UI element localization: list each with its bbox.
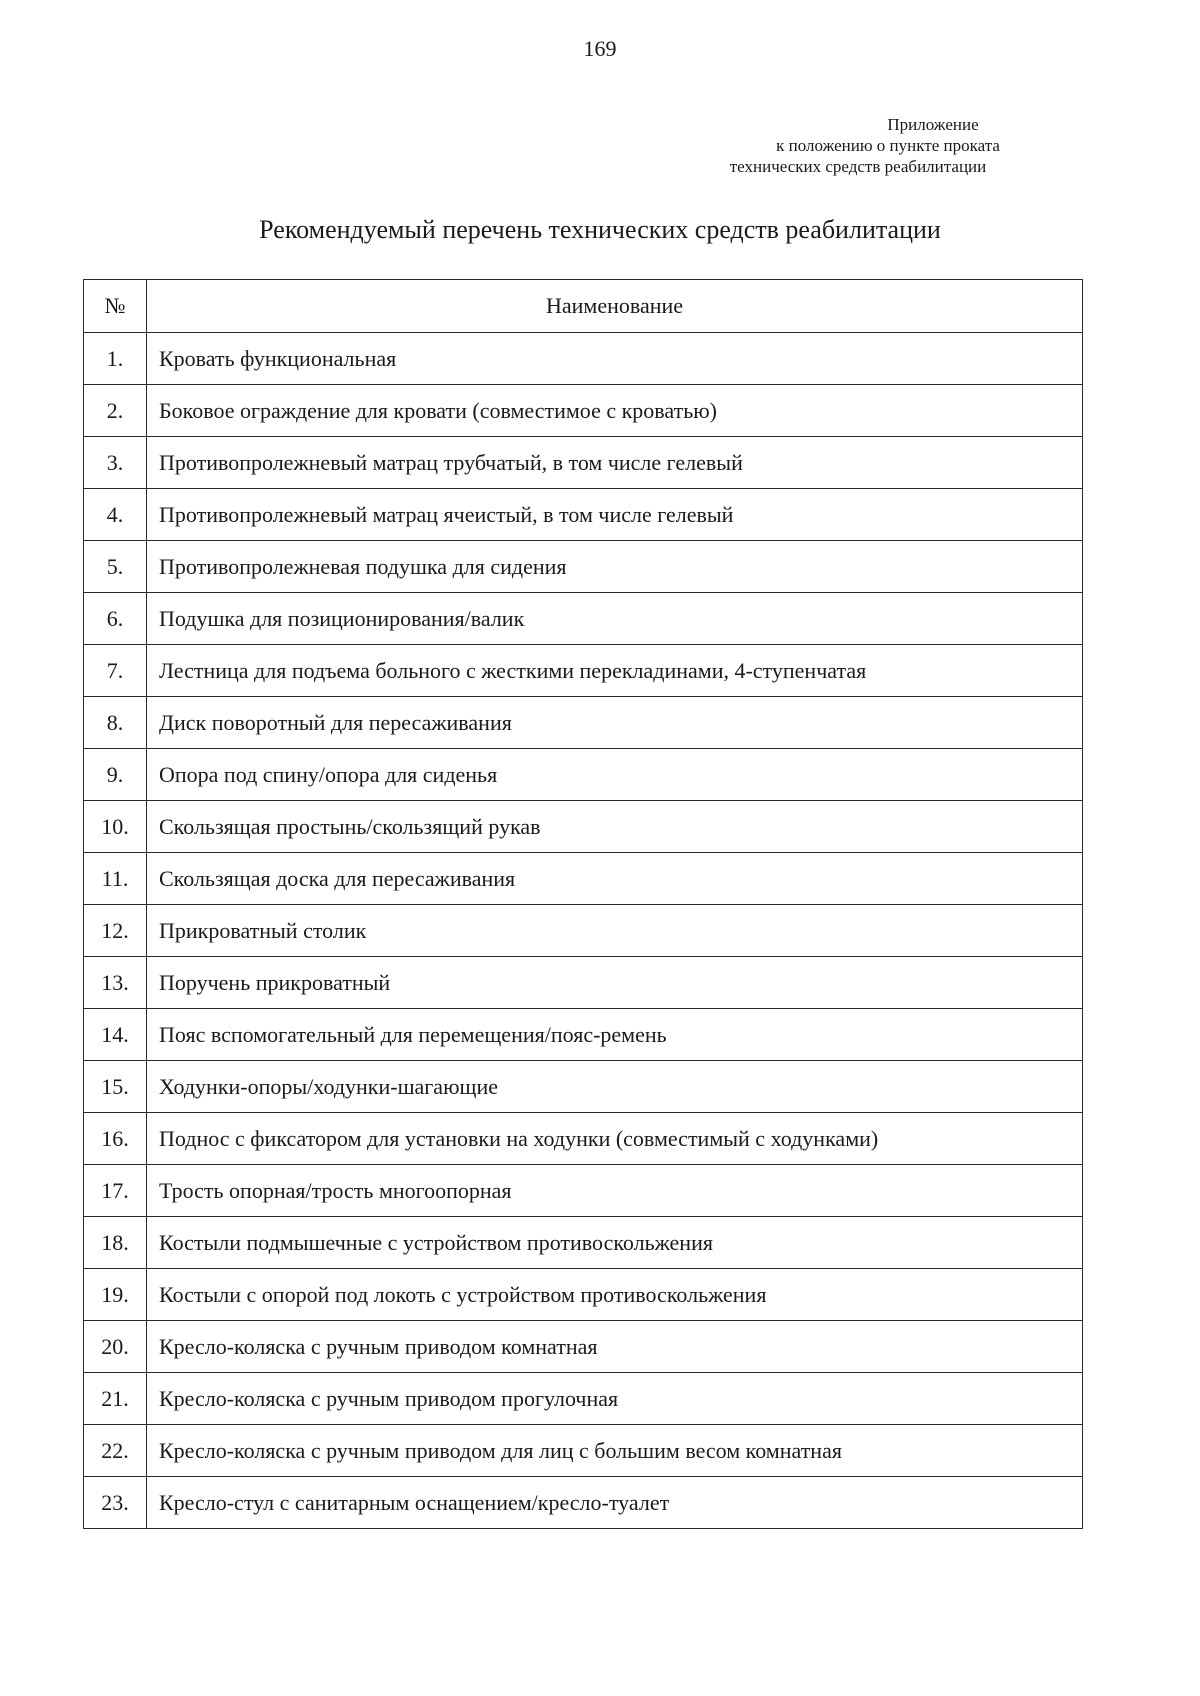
table-row — [84, 1061, 1083, 1113]
row-number: 21. — [84, 1373, 147, 1425]
table-row — [84, 333, 1083, 385]
row-name: Прикроватный столик — [147, 905, 1083, 957]
row-name: Скользящая простынь/скользящий рукав — [147, 801, 1083, 853]
table-row — [84, 801, 1083, 853]
items-table — [83, 279, 1083, 1529]
row-name: Кровать функциональная — [147, 333, 1083, 385]
appendix-line-2: к положению о пункте проката — [776, 136, 1000, 155]
row-name: Опора под спину/опора для сиденья — [147, 749, 1083, 801]
row-name: Диск поворотный для пересаживания — [147, 697, 1083, 749]
table-header-row — [84, 280, 1083, 333]
appendix-note — [648, 114, 1068, 177]
row-number: 5. — [84, 541, 147, 593]
row-name: Поднос с фиксатором для установки на ходунки (совместимый с ходунками) — [147, 1113, 1083, 1165]
row-number: 14. — [84, 1009, 147, 1061]
row-name: Кресло-коляска с ручным приводом прогулочная — [147, 1373, 1083, 1425]
table-row — [84, 645, 1083, 697]
row-number: 10. — [84, 801, 147, 853]
row-number: 12. — [84, 905, 147, 957]
table-row — [84, 385, 1083, 437]
row-name: Подушка для позиционирования/валик — [147, 593, 1083, 645]
row-number: 4. — [84, 489, 147, 541]
row-number: 3. — [84, 437, 147, 489]
header-name: Наименование — [147, 280, 1083, 333]
row-number: 19. — [84, 1269, 147, 1321]
appendix-line-3: технических средств реабилитации — [729, 157, 987, 176]
row-number: 7. — [84, 645, 147, 697]
table-row — [84, 437, 1083, 489]
row-name: Кресло-стул с санитарным оснащением/кресло-туалет — [147, 1477, 1083, 1529]
row-name: Противопролежневая подушка для сидения — [147, 541, 1083, 593]
row-number: 11. — [84, 853, 147, 905]
row-name: Ходунки-опоры/ходунки-шагающие — [147, 1061, 1083, 1113]
row-number: 2. — [84, 385, 147, 437]
table-row — [84, 905, 1083, 957]
row-name: Поручень прикроватный — [147, 957, 1083, 1009]
row-number: 18. — [84, 1217, 147, 1269]
row-number: 20. — [84, 1321, 147, 1373]
table-row — [84, 1269, 1083, 1321]
table-row — [84, 541, 1083, 593]
table-row — [84, 1165, 1083, 1217]
table-row — [84, 697, 1083, 749]
row-number: 16. — [84, 1113, 147, 1165]
table-row — [84, 1113, 1083, 1165]
document-title: Рекомендуемый перечень технических средств реабилитации — [259, 215, 941, 244]
row-number: 9. — [84, 749, 147, 801]
row-name: Кресло-коляска с ручным приводом для лиц с большим весом комнатная — [147, 1425, 1083, 1477]
table-row — [84, 1425, 1083, 1477]
table-row — [84, 1321, 1083, 1373]
header-number: № — [84, 280, 147, 333]
table-row — [84, 957, 1083, 1009]
appendix-line-1: Приложение — [887, 115, 979, 134]
row-name: Противопролежневый матрац ячеистый, в том числе гелевый — [147, 489, 1083, 541]
table-row — [84, 1477, 1083, 1529]
row-name: Скользящая доска для пересаживания — [147, 853, 1083, 905]
row-number: 22. — [84, 1425, 147, 1477]
table-row — [84, 489, 1083, 541]
table-row — [84, 593, 1083, 645]
table-row — [84, 749, 1083, 801]
table-row — [84, 1217, 1083, 1269]
row-number: 8. — [84, 697, 147, 749]
row-name: Костыли подмышечные с устройством противоскольжения — [147, 1217, 1083, 1269]
row-name: Лестница для подъема больного с жесткими перекладинами, 4-ступенчатая — [147, 645, 1083, 697]
table-row — [84, 853, 1083, 905]
row-name: Пояс вспомогательный для перемещения/пояс-ремень — [147, 1009, 1083, 1061]
row-name: Трость опорная/трость многоопорная — [147, 1165, 1083, 1217]
row-number: 13. — [84, 957, 147, 1009]
page-number: 169 — [583, 36, 617, 61]
row-name: Боковое ограждение для кровати (совместимое с кроватью) — [147, 385, 1083, 437]
row-number: 1. — [84, 333, 147, 385]
row-number: 23. — [84, 1477, 147, 1529]
table-row — [84, 1009, 1083, 1061]
row-name: Кресло-коляска с ручным приводом комнатная — [147, 1321, 1083, 1373]
row-name: Противопролежневый матрац трубчатый, в том числе гелевый — [147, 437, 1083, 489]
row-name: Костыли с опорой под локоть с устройством противоскольжения — [147, 1269, 1083, 1321]
row-number: 6. — [84, 593, 147, 645]
row-number: 15. — [84, 1061, 147, 1113]
table-row — [84, 1373, 1083, 1425]
row-number: 17. — [84, 1165, 147, 1217]
